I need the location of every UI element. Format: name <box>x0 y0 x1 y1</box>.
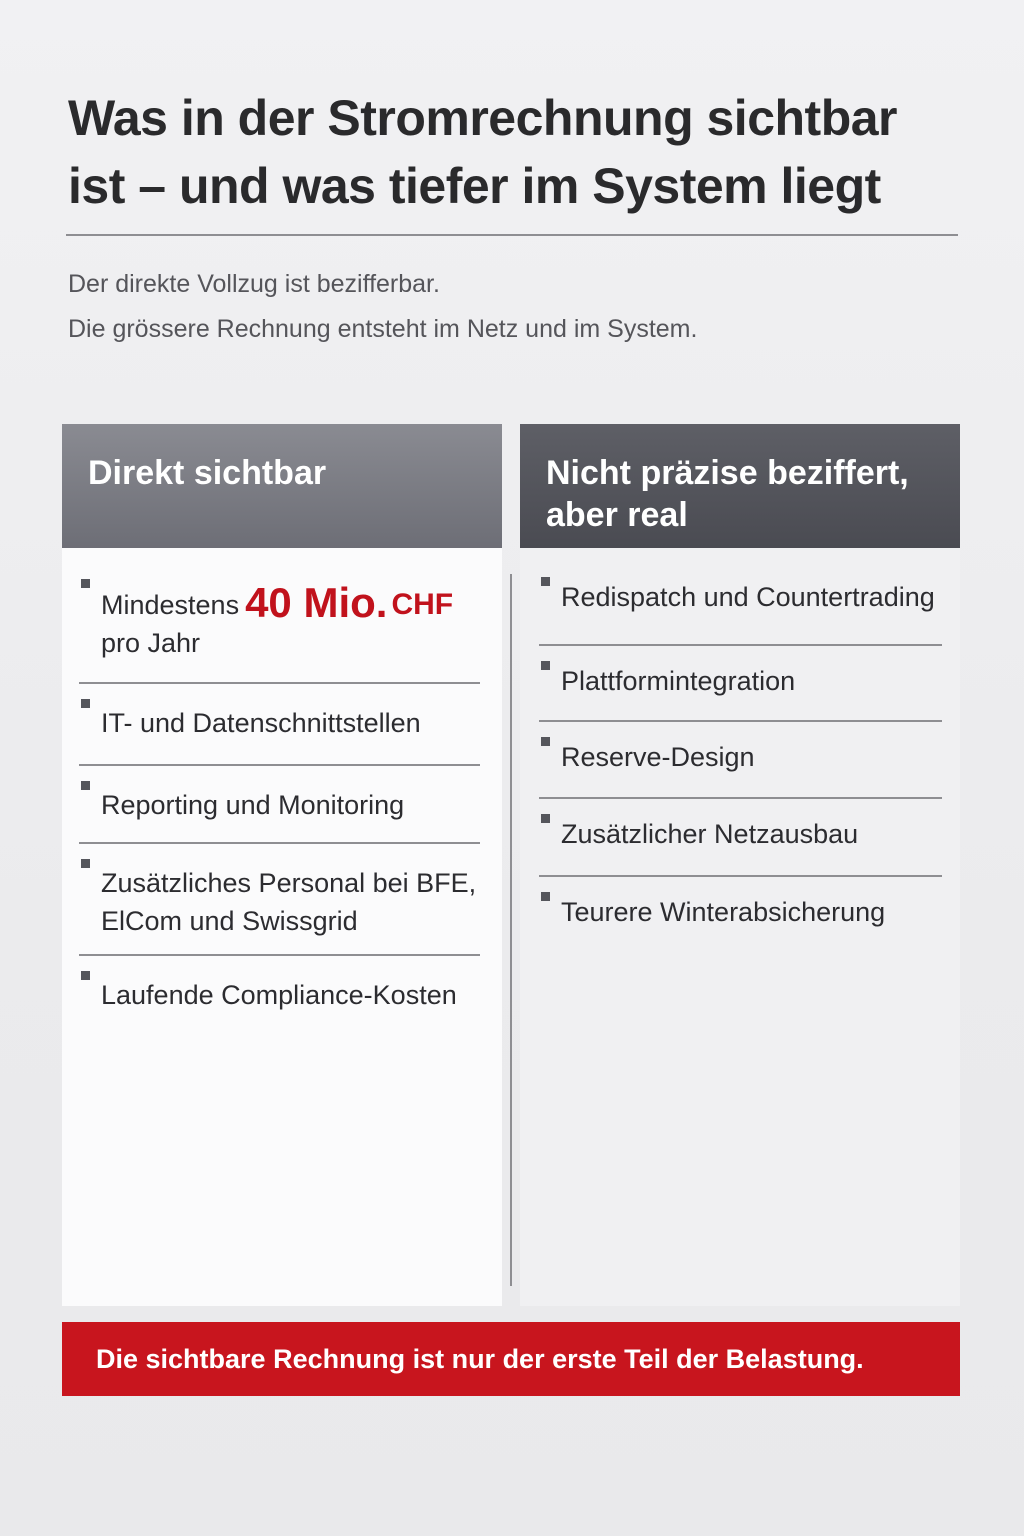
list-item <box>79 684 480 766</box>
list-item-label: Redispatch und Countertrading <box>561 582 935 612</box>
list-item <box>539 722 942 799</box>
list-item <box>539 646 942 722</box>
list-item <box>79 844 480 956</box>
cost-amount: 40 Mio. <box>245 579 388 626</box>
bullet-icon <box>81 579 90 588</box>
direct-costs-list <box>79 564 480 1056</box>
cost-currency: CHF <box>391 588 454 621</box>
list-item <box>539 877 942 955</box>
bullet-icon <box>541 814 550 823</box>
direct-costs-heading: Direkt sichtbar <box>62 424 502 548</box>
list-item-label: Laufende Compliance-Kosten <box>101 980 457 1010</box>
subtitle-line-1: Der direkte Vollzug ist bezifferbar. <box>68 270 440 298</box>
title-divider <box>66 234 958 236</box>
column-divider <box>510 574 512 1286</box>
page-title: Was in der Stromrechnung sichtbar ist – und was tiefer im System liegt <box>68 90 898 214</box>
list-item-label: Zusätzlicher Netzausbau <box>561 819 859 849</box>
bullet-icon <box>541 737 550 746</box>
list-item <box>79 564 480 684</box>
bullet-icon <box>81 971 90 980</box>
indirect-costs-column <box>520 424 960 1306</box>
cost-suffix: pro Jahr <box>101 628 201 658</box>
list-item <box>539 799 942 877</box>
bullet-icon <box>541 892 550 901</box>
list-item-label: IT- und Datenschnittstellen <box>101 708 421 738</box>
bullet-icon <box>541 661 550 670</box>
subtitle <box>68 262 958 352</box>
bullet-icon <box>81 781 90 790</box>
list-item-label: Reporting und Monitoring <box>101 790 405 820</box>
bullet-icon <box>81 699 90 708</box>
direct-costs-column <box>62 424 502 1306</box>
cost-prefix: Mindestens <box>101 590 240 620</box>
conclusion-banner: Die sichtbare Rechnung ist nur der erste Teil der Belastung. <box>62 1322 960 1396</box>
list-item <box>79 766 480 844</box>
list-item-label: Zusätzliches Personal bei BFE, ElCom und Swissgrid <box>101 868 477 936</box>
list-item-text <box>79 579 480 662</box>
indirect-costs-heading: Nicht präzise beziffert, aber real <box>520 424 960 548</box>
list-item <box>79 956 480 1056</box>
list-item-label: Reserve-Design <box>561 742 755 772</box>
bullet-icon <box>541 577 550 586</box>
indirect-costs-list <box>539 562 942 955</box>
list-item <box>539 562 942 646</box>
bullet-icon <box>81 859 90 868</box>
list-item-label: Plattformintegration <box>561 666 796 696</box>
subtitle-line-2: Die grössere Rechnung entsteht im Netz und im System. <box>68 315 698 343</box>
list-item-label: Teurere Winterabsicherung <box>561 897 886 927</box>
